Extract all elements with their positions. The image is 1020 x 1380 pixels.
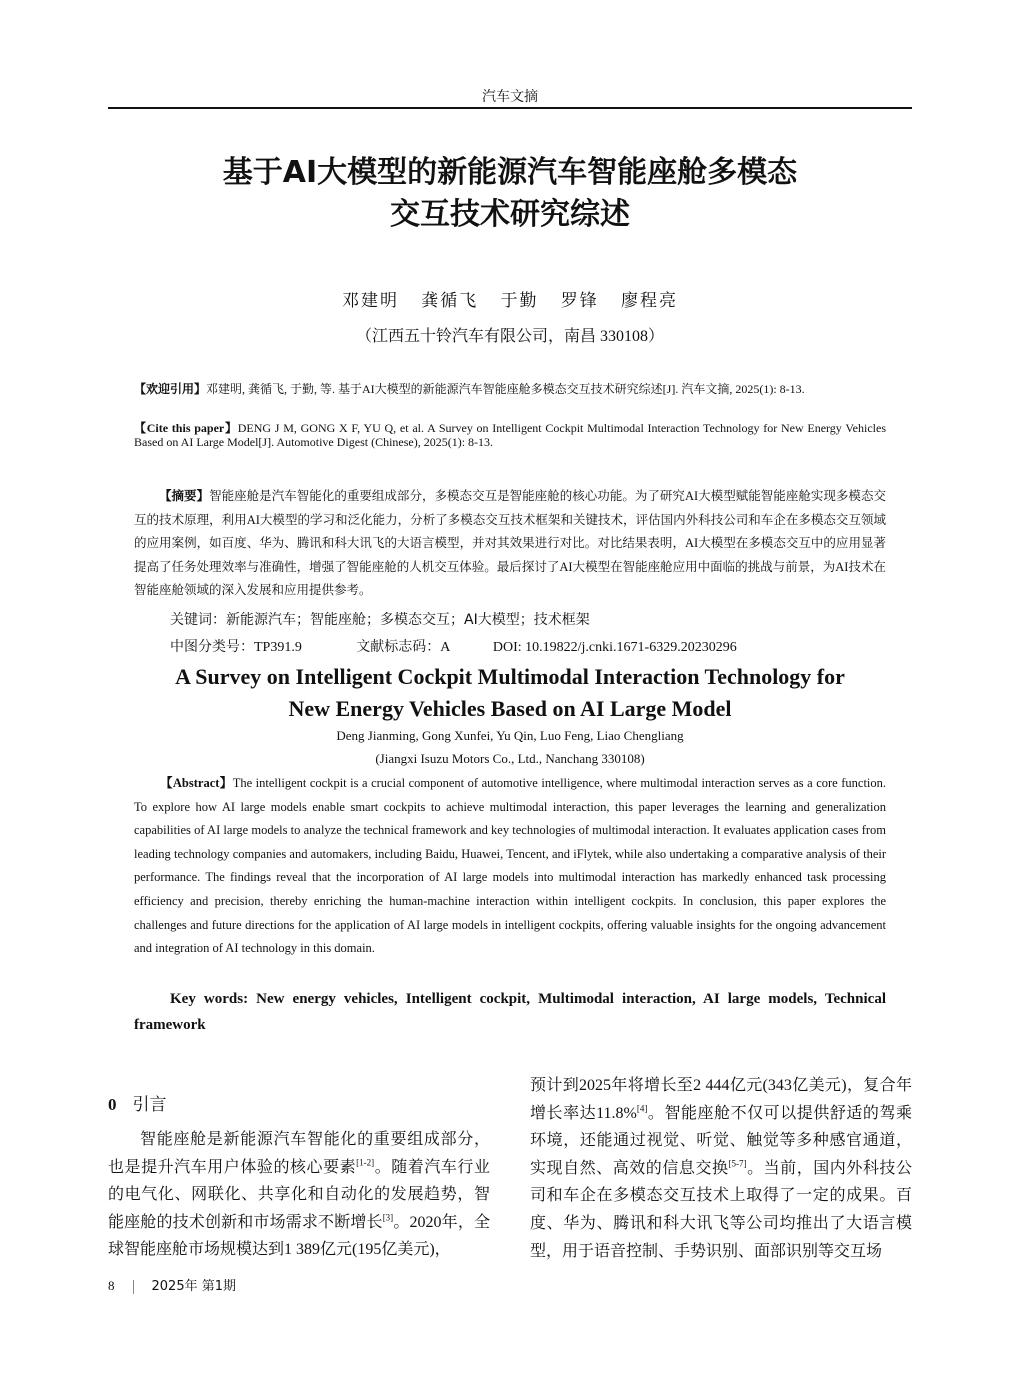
- doc-code-value: A: [440, 640, 451, 655]
- citation-ref: [5-7]: [728, 1158, 747, 1169]
- body-text: 。当前，国内外科技公司和车企在多模态交互技术上取得了一定的成果。百度、华为、腾讯和科大讯飞等公司均推出了大语言模型，用于语音控制、手势识别、面部识别等交互场: [530, 1159, 912, 1260]
- section-title: 引言: [132, 1095, 167, 1115]
- keywords-cn-text: 新能源汽车；智能座舱；多模态交互；AI大模型；技术框架: [226, 612, 590, 628]
- title-line-2: 交互技术研究综述: [390, 197, 630, 232]
- body-text: 预计到2025年将增长至2 444亿元(343亿美元)，复合年增长率达11.8%: [530, 1077, 912, 1122]
- body-text: 。智能座舱不仅可以提供舒适的驾乘环境，还能通过视觉、听觉、触觉等多种感官通道，实现自然、高效的信息交换: [530, 1104, 912, 1177]
- keywords-en-text: New energy vehicles, Intelligent cockpit, Multimodal interaction, AI large models, Technical framework: [134, 991, 886, 1033]
- body-left-column: [108, 1126, 490, 1264]
- citation-ref: [4]: [636, 1103, 648, 1114]
- citation-cn-text: 邓建明, 龚循飞, 于勤, 等. 基于AI大模型的新能源汽车智能座舱多模态交互技术研究综述[J]. 汽车文摘, 2025(1): 8-13.: [206, 382, 805, 396]
- english-title-line-2: New Energy Vehicles Based on AI Large Model: [288, 696, 732, 721]
- page-footer: [108, 1275, 236, 1294]
- section-heading: [108, 1090, 167, 1115]
- body-text: 。2020年，全球智能座舱市场规模达到1 389亿元(195亿美元)，: [108, 1213, 490, 1259]
- abstract-en-text: The intelligent cockpit is a crucial component of automotive intelligence, where multimodal interaction serves as a core function. To explore how AI large models enable smart cockpits to achieve multimodal interaction, this paper leverages the learning and generalization capabilities of AI large models to analyze the technical framework and key technologies of multimodal interaction. It evaluates application cases from leading technology companies and automakers, including Baidu, Huawei, Tencent, and iFlytek, while also undertaking a comparative analysis of their performance. The findings reveal that the incorporation of AI large models into multimodal interaction has markedly enhanced task processing efficiency and precision, thereby enriching the human-machine interaction within intelligent cockpits. In conclusion, this paper explores the challenges and future directions for the application of AI large models in intelligent cockpits, offering valuable insights for the ongoing advancement and integration of AI technology in this domain.: [134, 776, 887, 956]
- english-affiliation: (Jiangxi Isuzu Motors Co., Ltd., Nanchang 330108): [375, 751, 645, 766]
- title-line-1: 基于AI大模型的新能源汽车智能座舱多模态: [222, 155, 798, 190]
- page-number: 8: [108, 1278, 115, 1293]
- keywords-cn: [170, 609, 590, 629]
- body-text: 。随着汽车行业的电气化、网联化、共享化和自动化的发展趋势，智能座舱的技术创新和市场需求不断增长: [108, 1158, 490, 1231]
- body-text: 智能座舱是新能源汽车智能化的重要组成部分，也是提升汽车用户体验的核心要素: [108, 1131, 490, 1176]
- doi-value: 10.19822/j.cnki.1671-6329.20230296: [525, 640, 737, 655]
- citation-ref: [1-2]: [356, 1157, 375, 1168]
- citation-en: [134, 421, 886, 449]
- english-title: [108, 661, 912, 725]
- english-title-line-1: A Survey on Intelligent Cockpit Multimodal Interaction Technology for: [175, 664, 845, 689]
- citation-ref: [3]: [382, 1212, 394, 1223]
- header-divider: [108, 107, 912, 109]
- paper-title: [108, 152, 912, 236]
- body-right-column: [530, 1072, 912, 1265]
- clc-label: 中图分类号：: [170, 639, 254, 655]
- english-authors: Deng Jianming, Gong Xunfei, Yu Qin, Luo Feng, Liao Chengliang: [336, 728, 684, 743]
- keywords-en: [134, 986, 886, 1038]
- doi-label: DOI:: [492, 640, 526, 655]
- keywords-cn-label: 关键词：: [170, 612, 226, 628]
- abstract-en-label: 【Abstract】: [160, 776, 233, 790]
- citation-en-label: 【Cite this paper】: [134, 421, 238, 435]
- doc-code-label: 文献标志码：: [356, 639, 441, 655]
- classification: [170, 636, 737, 656]
- abstract-cn-label: 【摘要】: [159, 488, 210, 503]
- abstract-cn: [134, 484, 886, 603]
- citation-en-text: DENG J M, GONG X F, YU Q, et al. A Survey on Intelligent Cockpit Multimodal Interaction Technology for New Energy Vehicles Based on AI Large Model[J]. Automotive Digest (Chinese), 2025(1): 8-13.: [134, 421, 886, 449]
- keywords-en-label: Key words:: [170, 991, 257, 1007]
- footer-divider: [133, 1280, 134, 1294]
- clc-value: TP391.9: [254, 640, 302, 655]
- issue-label: 2025年 第1期: [151, 1279, 236, 1294]
- abstract-cn-text: 智能座舱是汽车智能化的重要组成部分，多模态交互是智能座舱的核心功能。为了研究AI大模型赋能智能座舱实现多模态交互的技术原理，利用AI大模型的学习和泛化能力，分析了多模态交互技术框架和关键技术，评估国内外科技公司和车企在多模态交互领域的应用案例，如百度、华为、腾讯和科大讯飞的大语言模型，并对其效果进行对比。对比结果表明，AI大模型在多模态交互中的应用显著提高了任务处理效率与准确性，增强了智能座舱的人机交互体验。最后探讨了AI大模型在智能座舱应用中面临的挑战与前景，为AI技术在智能座舱领域的深入发展和应用提供参考。: [134, 489, 886, 597]
- citation-cn-label: 【欢迎引用】: [134, 382, 207, 396]
- abstract-en: [134, 772, 886, 961]
- affiliation: （江西五十铃汽车有限公司，南昌 330108）: [355, 328, 664, 345]
- section-number: 0: [108, 1095, 117, 1114]
- journal-header: 汽车文摘: [482, 89, 538, 105]
- authors: 邓建明 龚循飞 于勤 罗锋 廖程亮: [342, 291, 678, 310]
- citation-cn: [134, 382, 886, 396]
